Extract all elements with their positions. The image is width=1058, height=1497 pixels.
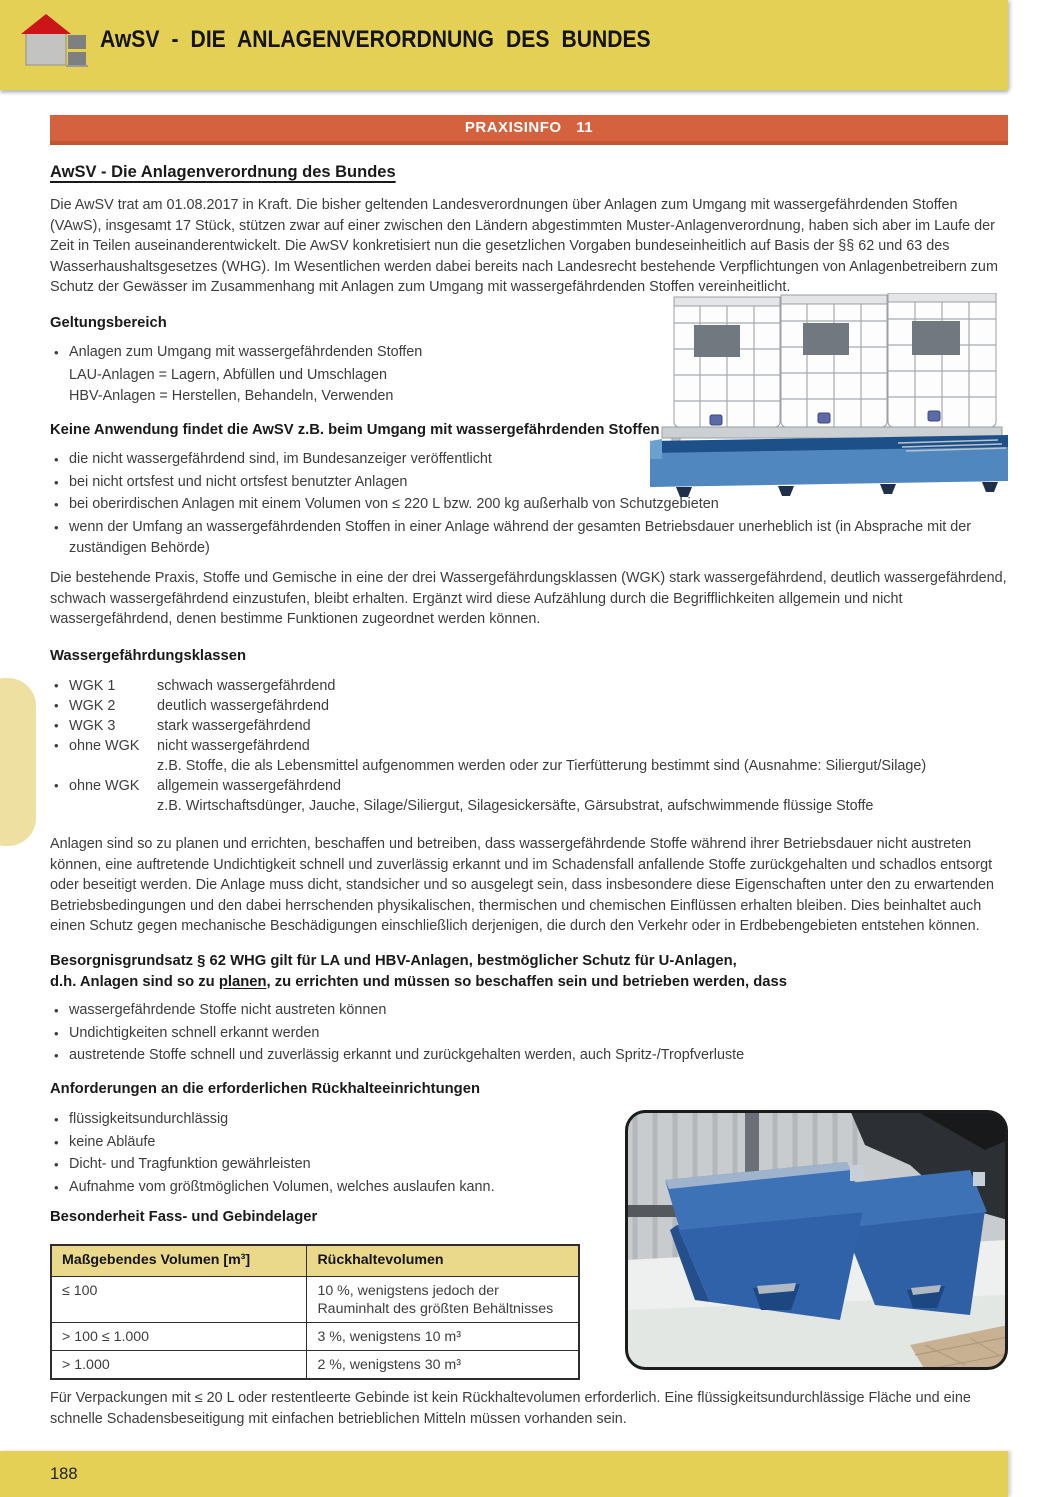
besorgnis-line2-underlined: planen — [218, 974, 267, 990]
wgk-row — [50, 716, 1008, 736]
wgk-row — [50, 776, 1008, 796]
wgk-label: • WGK 2 — [69, 698, 116, 714]
anforderungen-list — [50, 1109, 1008, 1199]
table-cell: > 100 ≤ 1.000 — [51, 1322, 307, 1350]
list-subline: LAU-Anlagen = Lagern, Abfüllen und Umschlagen — [69, 366, 388, 383]
header-band — [0, 0, 1008, 90]
wgk-label: • ohne WGK — [69, 778, 140, 794]
praxis-paragraph: Die bestehende Praxis, Stoffe und Gemische in eine der drei Wassergefährdungsklassen (WGK) stark wassergefährdend, deutlich wassergefährdend, schwach wassergefährdend einzustufen, bleibt erhalten. Ergänzt wird diese Aufzählung durch die Begrifflichkeiten allgemein und nicht wassergefährdend, denen bestimme Funktionen zugeordnet werden können. — [50, 570, 1007, 627]
closing-paragraph: Für Verpackungen mit ≤ 20 L oder restentleerte Gebinde ist kein Rückhaltevolumen erforderlich. Eine flüssigkeitsundurchlässige Fläche und eine schnelle Schadensbeseitigung mit einfachen betrieblichen Mitteln müssen vorhanden sein. — [50, 1390, 971, 1427]
section-heading-wgk: Wassergefährdungsklassen — [50, 648, 246, 664]
wgk-text: schwach wassergefährdend — [157, 678, 336, 694]
wgk-row — [50, 696, 1008, 716]
table-row — [51, 1276, 579, 1322]
volume-table — [50, 1244, 580, 1380]
list-item: • Anlagen zum Umgang mit wassergefährdenden Stoffen — [50, 342, 1008, 363]
table-header-retention: Rückhaltevolumen — [307, 1245, 579, 1276]
list-item: • wassergefährdende Stoffe nicht austreten können — [50, 1000, 1008, 1021]
praxisinfo-banner — [50, 115, 1008, 145]
wgk-row — [50, 736, 1008, 756]
list-item: • keine Abläufe — [50, 1132, 1008, 1153]
page-number: 188 — [50, 1464, 78, 1483]
section-heading-besonderheit: Besonderheit Fass- und Gebindelager — [50, 1209, 318, 1225]
list-item: • die nicht wassergefährdend sind, im Bundesanzeiger veröffentlicht — [50, 449, 1008, 470]
section-heading-keine-anwendung: Keine Anwendung findet die AwSV z.B. beim Umgang mit wassergefährdenden Stoffen — [50, 422, 660, 438]
list-subline: HBV-Anlagen = Herstellen, Behandeln, Verwenden — [69, 387, 394, 404]
list-item: • Aufnahme vom größtmöglichen Volumen, welches auslaufen kann. — [50, 1177, 1008, 1198]
footer-band — [0, 1451, 1008, 1497]
list-item: • Dicht- und Tragfunktion gewährleisten — [50, 1154, 1008, 1175]
praxisinfo-label: PRAXISINFO 11 — [464, 118, 594, 136]
wgk-label: • ohne WGK — [69, 738, 140, 754]
keine-anwendung-list — [50, 449, 1008, 560]
page-title: AwSV - DIE ANLAGENVERORDNUNG DES BUNDES — [100, 26, 651, 53]
wgk-label: • WGK 3 — [69, 718, 116, 734]
list-item: • austretende Stoffe schnell und zuverlässig erkannt und zurückgehalten werden, auch Spritz-/Tropfverluste — [50, 1045, 1008, 1066]
house-logo-icon — [18, 10, 98, 68]
wgk-label: • WGK 1 — [69, 678, 116, 694]
table-row — [51, 1322, 579, 1350]
list-item: • Undichtigkeiten schnell erkannt werden — [50, 1023, 1008, 1044]
wgk-text: nicht wassergefährdend — [157, 738, 310, 754]
list-item: • bei oberirdischen Anlagen mit einem Volumen von ≤ 220 L bzw. 200 kg außerhalb von Schutzgebieten — [50, 494, 1008, 515]
besorgnis-heading — [50, 951, 1008, 993]
wgk-note: z.B. Stoffe, die als Lebensmittel aufgenommen werden oder zur Tierfütterung bestimmt sind (Ausnahme: Siliergut/Silage) — [157, 758, 927, 774]
wgk-text: deutlich wassergefährdend — [157, 698, 329, 714]
besorgnis-line2-pre: d.h. Anlagen sind so zu — [50, 974, 219, 990]
table-cell: > 1.000 — [51, 1350, 307, 1379]
intro-paragraph: Die AwSV trat am 01.08.2017 in Kraft. Die bisher geltenden Landesverordnungen über Anlagen zum Umgang mit wassergefährdenden Stoffen (VAwS), insgesamt 17 Stück, stützen zwar auf einer zwischen den Ländern abgestimmten Muster-Anlagenverordnung, haben sich aber im Laufe der Zeit in Teilen auseinanderentwickelt. Die AwSV konkretisiert nun die gesetzlichen Vorgaben bundeseinheitlich auf Basis der §§ 62 und 63 des Wasserhaushaltsgesetzes (WHG). Im Wesentlichen werden dabei bereits nach Landesrecht bestehende Verpflichtungen von Anlagenbetreibern zum Schutz der Gewässer im Zusammenhang mit Anlagen zum Umgang mit wassergefährdenden Stoffen vereinheitlicht. — [50, 197, 998, 295]
list-item: • flüssigkeitsundurchlässig — [50, 1109, 1008, 1130]
besorgnis-line1: Besorgnisgrundsatz § 62 WHG gilt für LA und HBV-Anlagen, bestmöglicher Schutz für U-Anlagen, — [50, 953, 737, 969]
wgk-text: stark wassergefährdend — [157, 718, 311, 734]
wgk-note: z.B. Wirtschaftsdünger, Jauche, Silage/Siliergut, Silagesickersäfte, Gärsubstrat, aufschwimmende flüssige Stoffe — [157, 798, 874, 814]
besorgnis-line2-post: , zu errichten und müssen so beschaffen sein und betrieben werden, dass — [266, 974, 787, 990]
table-header-volume: Maßgebendes Volumen [m³] — [51, 1245, 307, 1276]
article-title: AwSV - Die Anlagenverordnung des Bundes — [50, 163, 396, 181]
table-cell: 3 %, wenigstens 10 m³ — [307, 1322, 579, 1350]
anlagen-paragraph: Anlagen sind so zu planen und errichten, beschaffen und betreiben, dass wassergefährdende Stoffe während ihrer Betriebsdauer nicht austreten können, eine auftretende Undichtigkeit schnell und zuverlässig erkannt und im Schadensfall anfallende Stoffe zurückgehalten und schadlos entsorgt oder beseitigt werden. Die Anlage muss dicht, standsicher und so ausgelegt sein, dass insbesondere diese Eigenschaften unter den zu erwartenden Betriebsbedingungen und den dabei herrschenden physikalischen, thermischen und chemischen Einflüssen erhalten bleiben. Dies beinhaltet auch einen Schutz gegen mechanische Beschädigungen einschließlich derjenigen, die durch den Verkehr oder in Erdbebengebieten entstehen können. — [50, 836, 994, 934]
wgk-list — [50, 676, 1008, 816]
besorgnis-list — [50, 1000, 1008, 1068]
wgk-row — [50, 676, 1008, 696]
wgk-text: allgemein wassergefährdend — [157, 778, 341, 794]
table-row — [51, 1350, 579, 1379]
accent-pill — [0, 678, 36, 846]
section-heading-geltungsbereich: Geltungsbereich — [50, 315, 167, 331]
table-cell: ≤ 100 — [51, 1276, 307, 1322]
table-header-row — [51, 1245, 579, 1276]
table-cell: 10 %, wenigstens jedoch der Rauminhalt des größten Behältnisses — [307, 1276, 579, 1322]
geltungsbereich-list — [50, 342, 1008, 407]
table-cell: 2 %, wenigstens 30 m³ — [307, 1350, 579, 1379]
section-heading-anforderungen: Anforderungen an die erforderlichen Rückhalteeinrichtungen — [50, 1081, 480, 1097]
list-item: • bei nicht ortsfest und nicht ortsfest benutzter Anlagen — [50, 472, 1008, 493]
list-item: • wenn der Umfang an wassergefährdenden Stoffen in einer Anlage während der gesamten Betriebsdauer unerheblich ist (in Absprache mit der zuständigen Behörde) — [50, 517, 1008, 559]
